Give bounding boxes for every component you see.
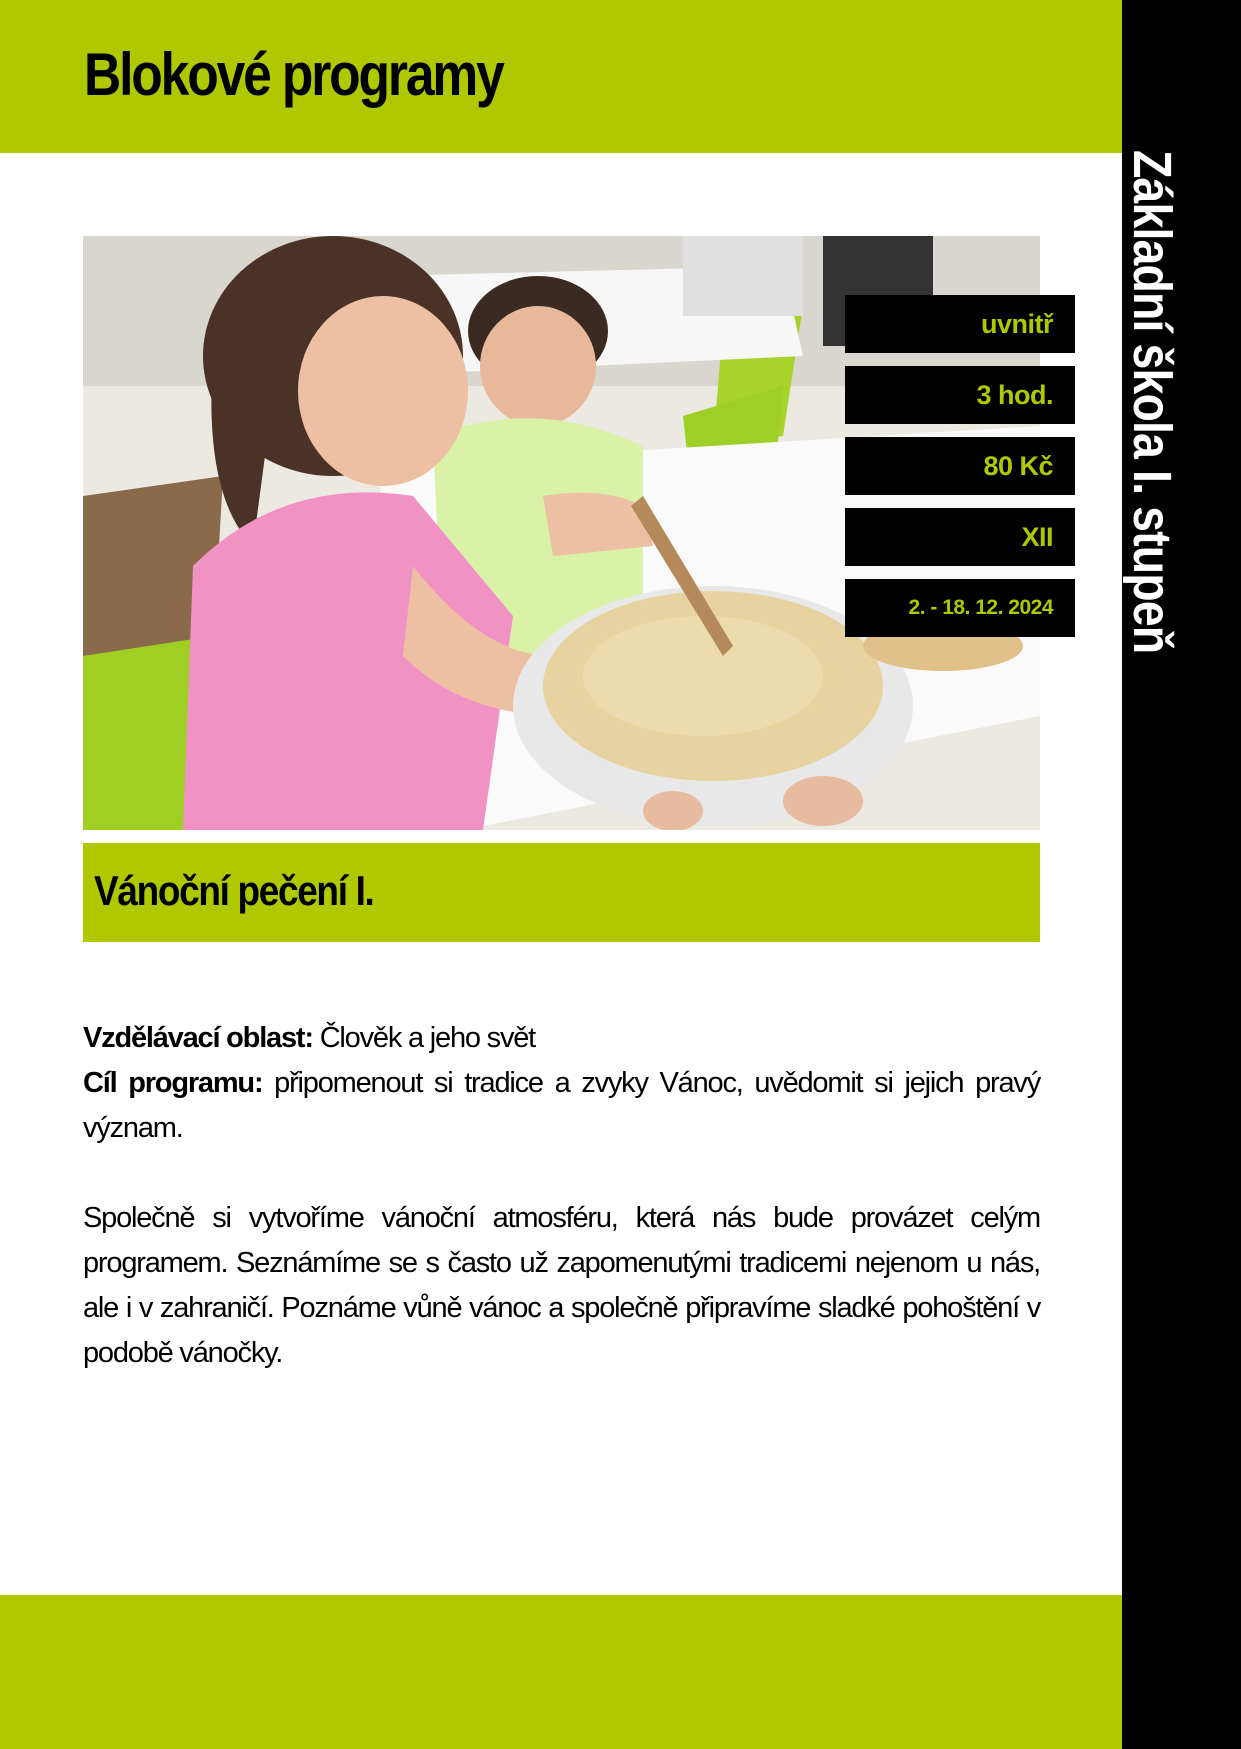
tag-duration: 3 hod. (845, 366, 1075, 424)
page-title: Blokové programy (84, 41, 503, 108)
area-line (83, 1016, 1040, 1061)
program-details (83, 1016, 1040, 1376)
tag-location: uvnitř (845, 295, 1075, 353)
tag-dates: 2. - 18. 12. 2024 (845, 579, 1075, 637)
goal-label: Cíl programu: (83, 1067, 263, 1099)
tag-price: 80 Kč (845, 437, 1075, 495)
program-description: Společně si vytvoříme vánoční atmosféru, která nás bude provázet celým programem. Seznámíme se s často už zapomenutými tradicemi nejenom u nás, ale i v zahraničí. Poznáme vůně vánoc a společně připravíme sladké pohoštění v podobě vánočky. (83, 1202, 1040, 1369)
goal-value: připomenout si tradice a zvyky Vánoc, uvědomit si jejich pravý význam. (83, 1067, 1040, 1144)
area-value: Člověk a jeho svět (319, 1022, 536, 1054)
goal-line (83, 1061, 1040, 1151)
header-bar (0, 0, 1122, 153)
program-title: Vánoční pečení I. (94, 867, 374, 914)
side-title: Základní škola I. stupeň (1122, 150, 1182, 654)
program-title-bar (83, 843, 1040, 942)
tag-month: XII (845, 508, 1075, 566)
area-label: Vzdělávací oblast: (83, 1022, 313, 1054)
footer-bar (0, 1595, 1122, 1749)
